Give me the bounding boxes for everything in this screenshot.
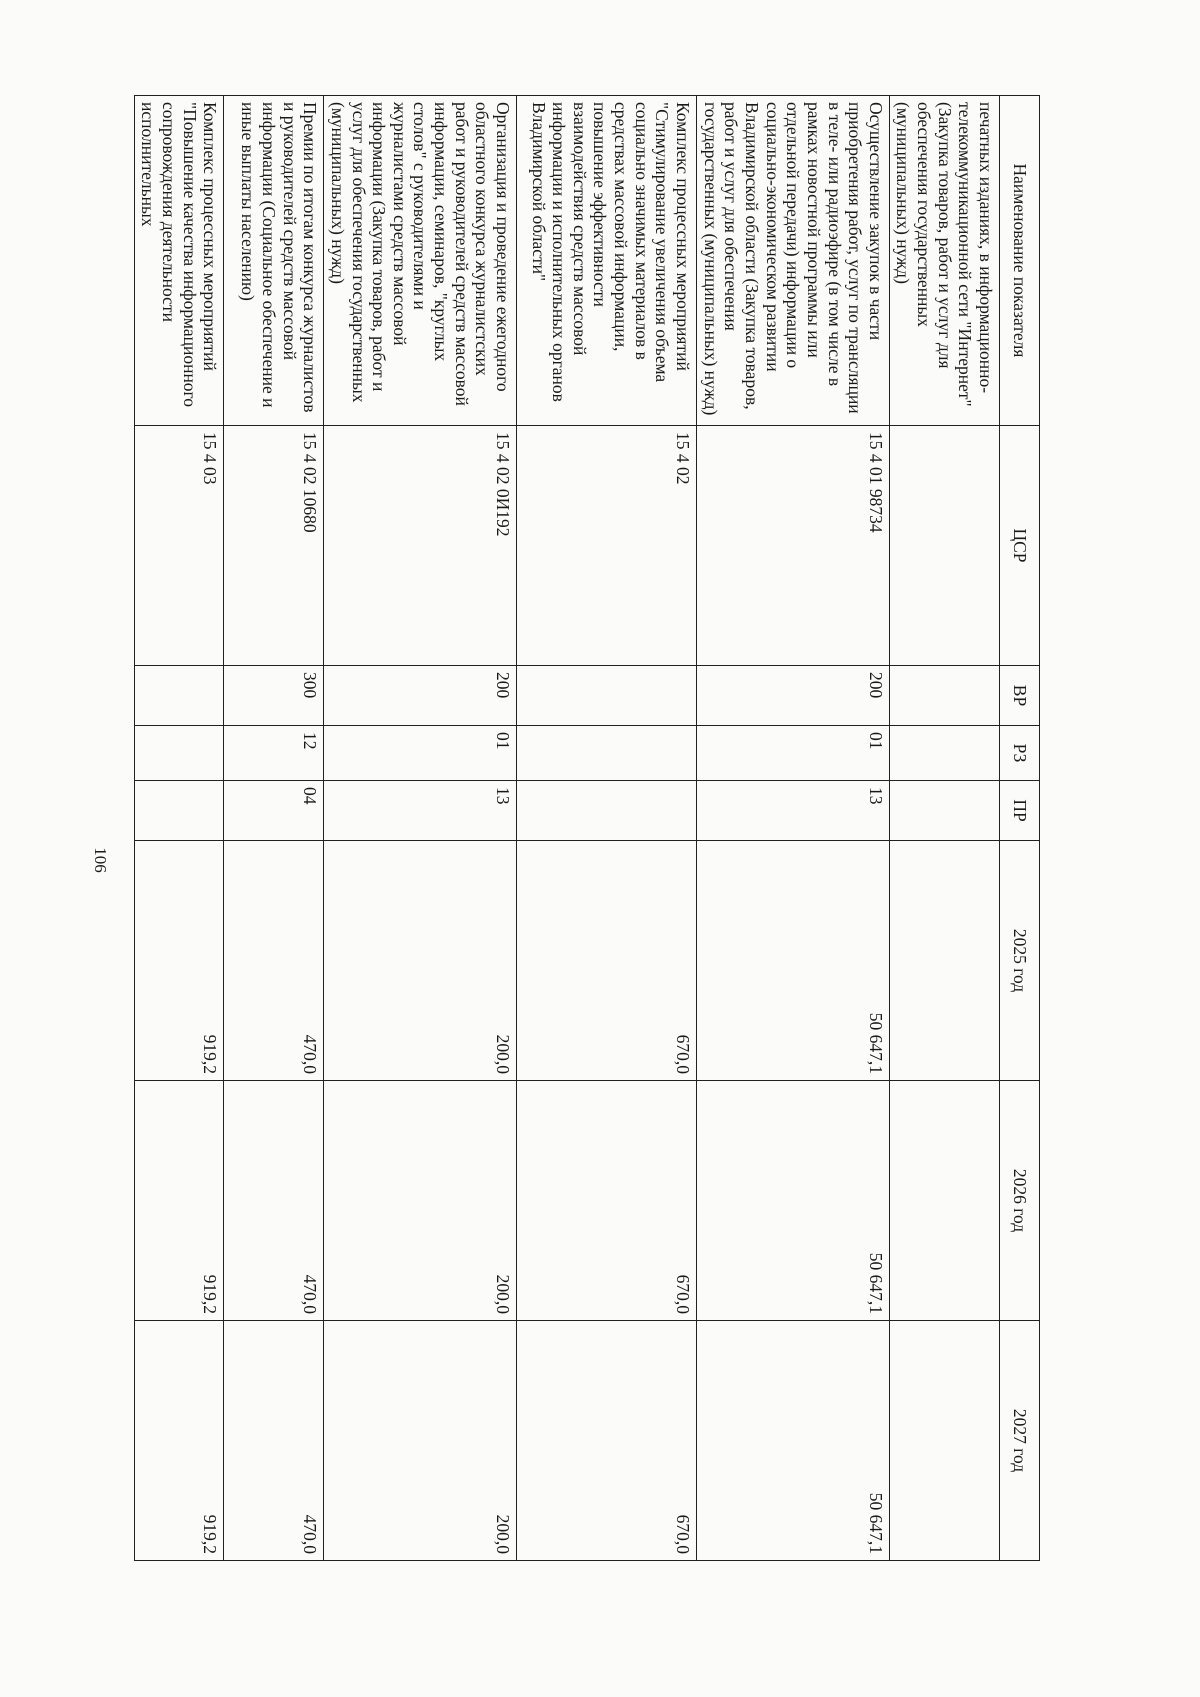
table-row xyxy=(697,96,890,1561)
cell-csr: 15 4 03 xyxy=(134,426,224,666)
table-row xyxy=(134,96,224,1561)
cell-name: Комплекс процессных мероприятий "Повышение качества информационного сопровождения деятельности исполнительных xyxy=(134,96,224,426)
cell-csr: 15 4 01 98734 xyxy=(697,426,890,666)
table-row xyxy=(517,96,697,1561)
cell-name: печатных изданиях, в информационно-телекоммуникационной сети "Интернет" (Закупка товаров, работ и услуг для обеспечения государственных (муниципальных) нужд) xyxy=(889,96,999,426)
cell-2026: 200,0 xyxy=(324,1081,517,1321)
cell-vr: 200 xyxy=(697,666,890,726)
table-row xyxy=(224,96,324,1561)
cell-csr: 15 4 02 xyxy=(517,426,697,666)
cell-2027: 670,0 xyxy=(517,1321,697,1561)
cell-pr: 04 xyxy=(224,781,324,841)
cell-2026 xyxy=(889,1081,999,1321)
cell-name: Осуществление закупок в части приобретения работ, услуг по трансляции в теле- или радиоэфире (в том числе в рамках новостной программы или отдельной передачи) информации о социально-экономическом развитии Владимирской области (Закупка товаров, работ и услуг для обеспечения государственных (муниципальных) нужд) xyxy=(697,96,890,426)
header-2026: 2026 год xyxy=(1000,1081,1040,1321)
cell-2025: 200,0 xyxy=(324,841,517,1081)
cell-2025: 919,2 xyxy=(134,841,224,1081)
cell-csr xyxy=(889,426,999,666)
cell-vr xyxy=(889,666,999,726)
cell-vr: 300 xyxy=(224,666,324,726)
cell-2025: 670,0 xyxy=(517,841,697,1081)
cell-pr: 13 xyxy=(324,781,517,841)
table-header-row xyxy=(1000,96,1040,1561)
table-row xyxy=(889,96,999,1561)
cell-2026: 919,2 xyxy=(134,1081,224,1321)
cell-2027: 200,0 xyxy=(324,1321,517,1561)
cell-2026: 470,0 xyxy=(224,1081,324,1321)
rotated-table-area xyxy=(138,95,1040,1560)
cell-name: Организация и проведение ежегодного областного конкурса журналистских работ и руководителей средств массовой информации, семинаров, "круглых столов" с руководителями и журналистами средств массовой информации (Закупка товаров, работ и услуг для обеспечения государственных (муниципальных) нужд) xyxy=(324,96,517,426)
cell-rz: 12 xyxy=(224,726,324,781)
cell-2027: 50 647,1 xyxy=(697,1321,890,1561)
cell-csr: 15 4 02 0И192 xyxy=(324,426,517,666)
cell-2027 xyxy=(889,1321,999,1561)
header-csr: ЦСР xyxy=(1000,426,1040,666)
page-number: 106 xyxy=(91,847,110,873)
cell-pr: 13 xyxy=(697,781,890,841)
cell-2027: 919,2 xyxy=(134,1321,224,1561)
cell-rz xyxy=(134,726,224,781)
cell-rz: 01 xyxy=(697,726,890,781)
cell-2027: 470,0 xyxy=(224,1321,324,1561)
header-rz: РЗ xyxy=(1000,726,1040,781)
budget-table xyxy=(134,95,1040,1561)
table-row xyxy=(324,96,517,1561)
cell-2025: 50 647,1 xyxy=(697,841,890,1081)
cell-2026: 50 647,1 xyxy=(697,1081,890,1321)
cell-rz: 01 xyxy=(324,726,517,781)
cell-vr xyxy=(517,666,697,726)
cell-vr: 200 xyxy=(324,666,517,726)
cell-pr xyxy=(889,781,999,841)
cell-vr xyxy=(134,666,224,726)
header-pr: ПР xyxy=(1000,781,1040,841)
cell-csr: 15 4 02 10680 xyxy=(224,426,324,666)
header-name: Наименование показателя xyxy=(1000,96,1040,426)
cell-2026: 670,0 xyxy=(517,1081,697,1321)
cell-name: Премии по итогам конкурса журналистов и руководителей средств массовой информации (Социальное обеспечение и иные выплаты населению) xyxy=(224,96,324,426)
cell-name: Комплекс процессных мероприятий "Стимулирование увеличения объема социально значимых материалов в средствах массовой информации, повышение эффективности взаимодействия средств массовой информации и исполнительных органов Владимирской области" xyxy=(517,96,697,426)
header-vr: ВР xyxy=(1000,666,1040,726)
cell-rz xyxy=(517,726,697,781)
header-2025: 2025 год xyxy=(1000,841,1040,1081)
cell-pr xyxy=(134,781,224,841)
header-2027: 2027 год xyxy=(1000,1321,1040,1561)
cell-pr xyxy=(517,781,697,841)
cell-2025 xyxy=(889,841,999,1081)
cell-rz xyxy=(889,726,999,781)
cell-2025: 470,0 xyxy=(224,841,324,1081)
